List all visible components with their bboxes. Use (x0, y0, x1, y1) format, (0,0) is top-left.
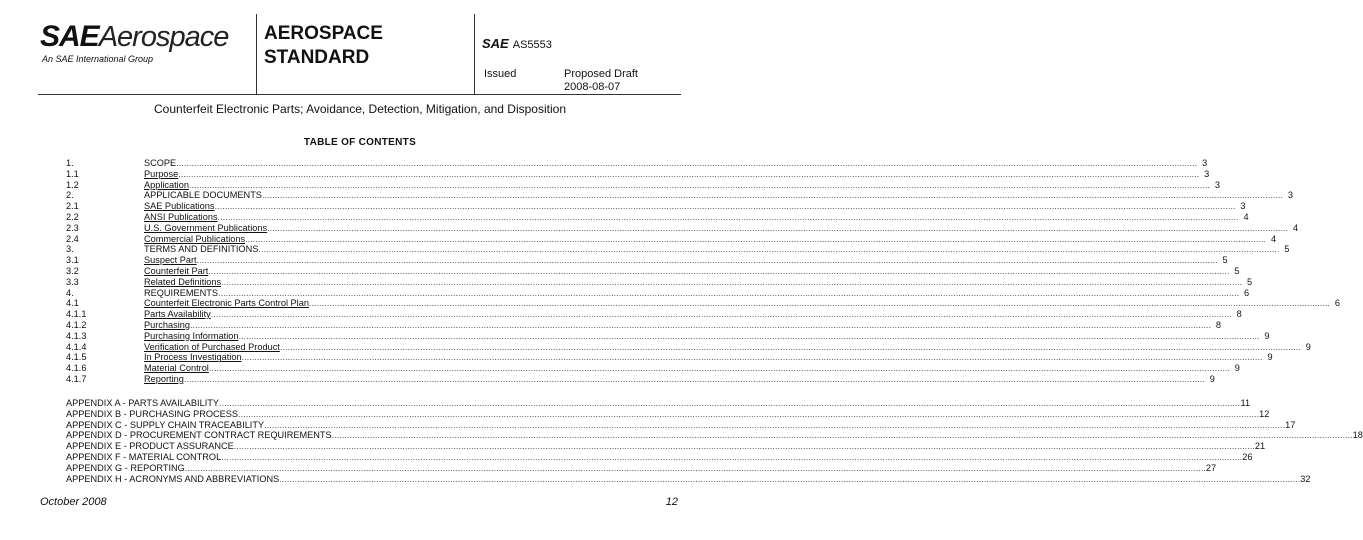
toc-entry-number: 4.1 (66, 298, 79, 309)
toc-entry[interactable] (66, 211, 1249, 223)
dot-leader: ................................................................................................................................................................................................................................................................................................................................................................................................................ (279, 473, 1301, 484)
toc-entry[interactable] (66, 373, 1215, 385)
toc-entry-label: TERMS AND DEFINITIONS (144, 244, 259, 255)
dot-leader: ................................................................................................................................................................................................................................................................................................................................................................................................................ (264, 419, 1286, 430)
toc-entry[interactable] (66, 287, 1250, 299)
toc-entry-number: 4.1.1 (66, 309, 87, 320)
toc-entry[interactable] (66, 462, 1217, 474)
toc-entry-label: APPLICABLE DOCUMENTS (144, 190, 262, 201)
toc-entry-page: 12 (1259, 408, 1270, 419)
dot-leader: ................................................................................................................................................................................................................................................................................................................................................................................................................ (261, 190, 1283, 201)
sae-aerospace-logo (40, 20, 229, 64)
toc-entry[interactable] (66, 352, 1273, 363)
logo-aerospace-text: Aerospace (98, 21, 229, 53)
toc-entry-page: 9 (1305, 341, 1311, 352)
toc-entry-page: 3 (1287, 190, 1293, 201)
status-line1: Proposed Draft (564, 68, 638, 80)
dot-leader: ................................................................................................................................................................................................................................................................................................................................................................................................................ (184, 462, 1206, 473)
toc-entry-label: APPENDIX H - ACRONYMS AND ABBREVIATIONS (66, 473, 280, 484)
toc-entry-page: 4 (1271, 233, 1277, 244)
toc-entry[interactable] (66, 398, 1251, 409)
toc-entry-label: APPENDIX E - PRODUCT ASSURANCE (66, 441, 234, 452)
appendix-list (66, 398, 1363, 484)
toc-entry-label: APPENDIX F - MATERIAL CONTROL (66, 451, 222, 462)
toc-entry-label: Counterfeit Electronic Parts Control Plan (144, 298, 309, 309)
toc-entry-label: APPENDIX D - PROCUREMENT CONTRACT REQUIREMENTS (66, 430, 332, 441)
toc-entry[interactable] (66, 265, 1240, 277)
standard-line1: AEROSPACE (264, 23, 383, 44)
toc-entry-page: 26 (1242, 451, 1253, 462)
toc-entry-page: 9 (1267, 352, 1273, 363)
toc-entry[interactable] (66, 255, 1228, 266)
toc-entry-number: 3.3 (66, 276, 79, 287)
toc-entry-number: 4. (66, 287, 74, 298)
toc-entry-page: 6 (1334, 298, 1340, 309)
toc-entry-label: In Process Investigation (144, 352, 242, 363)
toc-entry-label: Material Control (144, 363, 209, 374)
toc-entry-page: 17 (1285, 419, 1296, 430)
dot-leader: ................................................................................................................................................................................................................................................................................................................................................................................................................ (178, 168, 1200, 179)
dot-leader: ................................................................................................................................................................................................................................................................................................................................................................................................................ (217, 211, 1239, 222)
toc-entry-number: 2.2 (66, 211, 79, 222)
toc-entry-number: 3.2 (66, 265, 79, 276)
toc-entry-page: 27 (1205, 462, 1217, 473)
toc-entry[interactable] (66, 473, 1311, 485)
issued-label: Issued (484, 68, 517, 80)
doc-sae-logo: SAE (482, 36, 509, 51)
toc-entry-page: 5 (1234, 265, 1240, 276)
toc-entry-page: 8 (1236, 309, 1242, 320)
toc-entry-page: 4 (1243, 211, 1249, 222)
toc-entry[interactable] (66, 298, 1340, 309)
toc-entry[interactable] (66, 341, 1311, 353)
dot-leader: ................................................................................................................................................................................................................................................................................................................................................................................................................ (208, 363, 1230, 374)
document-number (482, 36, 552, 51)
toc-entry-label: U.S. Government Publications (144, 222, 268, 233)
toc-entry[interactable] (66, 201, 1246, 212)
toc-entry-number: 2.3 (66, 222, 79, 233)
toc-entry-number: 3.1 (66, 255, 79, 266)
toc-entry[interactable] (66, 244, 1290, 255)
doc-number-text: AS5553 (512, 39, 552, 51)
toc-entry-label: APPENDIX C - SUPPLY CHAIN TRACEABILITY (66, 419, 265, 430)
toc-entry-number: 4.1.3 (66, 330, 87, 341)
dot-leader: ................................................................................................................................................................................................................................................................................................................................................................................................................ (241, 352, 1263, 363)
toc-entry-number: 3. (66, 244, 74, 255)
dot-leader: ................................................................................................................................................................................................................................................................................................................................................................................................................ (221, 276, 1243, 287)
dot-leader: ................................................................................................................................................................................................................................................................................................................................................................................................................ (208, 265, 1230, 276)
toc-entry-label: SCOPE (144, 158, 177, 168)
dot-leader: ................................................................................................................................................................................................................................................................................................................................................................................................................ (245, 233, 1267, 244)
toc-entry-label: SAE Publications (144, 201, 215, 212)
toc-entry[interactable] (66, 190, 1293, 201)
toc-entry-label: Counterfeit Part (144, 265, 209, 276)
dot-leader: ................................................................................................................................................................................................................................................................................................................................................................................................................ (279, 341, 1301, 352)
dot-leader: ................................................................................................................................................................................................................................................................................................................................................................................................................ (188, 179, 1210, 190)
toc-entry-label: Suspect Part (144, 255, 197, 266)
toc-entry-page: 3 (1202, 158, 1208, 168)
toc-entry-page: 5 (1284, 244, 1290, 255)
toc-entry[interactable] (66, 408, 1270, 420)
toc-entry-number: 1.1 (66, 168, 79, 179)
dot-leader: ................................................................................................................................................................................................................................................................................................................................................................................................................ (258, 244, 1280, 255)
toc-entry-page: 9 (1264, 330, 1270, 341)
dot-leader: ................................................................................................................................................................................................................................................................................................................................................................................................................ (196, 255, 1218, 266)
dot-leader: ................................................................................................................................................................................................................................................................................................................................................................................................................ (218, 287, 1240, 298)
toc-entry-label: REQUIREMENTS (144, 287, 219, 298)
toc-entry-number: 4.1.2 (66, 319, 87, 330)
toc-entry-page: 32 (1300, 473, 1311, 484)
toc-entry-label: Purpose (144, 168, 179, 179)
toc-entry[interactable] (66, 451, 1253, 463)
toc-heading: TABLE OF CONTENTS (303, 137, 417, 148)
toc-entry-label: APPENDIX A - PARTS AVAILABILITY (66, 398, 220, 408)
document-status (564, 68, 638, 94)
dot-leader: ................................................................................................................................................................................................................................................................................................................................................................................................................ (238, 330, 1260, 341)
toc-entry[interactable] (66, 179, 1220, 191)
toc-entry-number: 1.2 (66, 179, 79, 190)
toc-entry-number: 4.1.6 (66, 363, 87, 374)
toc-entry-label: Commercial Publications (144, 233, 246, 244)
toc-entry[interactable] (66, 233, 1277, 245)
standard-label (264, 22, 383, 70)
document-title: Counterfeit Electronic Parts; Avoidance, Detection, Mitigation, and Disposition (154, 102, 566, 116)
toc-entry-page: 8 (1215, 319, 1222, 330)
toc-entry[interactable] (66, 441, 1266, 452)
dot-leader: ................................................................................................................................................................................................................................................................................................................................................................................................................ (210, 309, 1232, 320)
footer-date: October 2008 (40, 496, 107, 508)
toc-entry-label: ANSI Publications (144, 211, 218, 222)
header-divider (474, 14, 475, 94)
toc-entry[interactable] (66, 158, 1208, 169)
toc-entry-page: 9 (1209, 373, 1215, 384)
document-header (38, 14, 681, 95)
toc-entry-label: Related Definitions (144, 276, 222, 287)
toc-entry-label: Verification of Purchased Product (144, 341, 280, 352)
toc-entry-page: 3 (1214, 179, 1220, 190)
toc-entry[interactable] (66, 319, 1222, 331)
dot-leader: ................................................................................................................................................................................................................................................................................................................................................................................................................ (238, 408, 1260, 419)
toc-entry-number: 4.1.5 (66, 352, 87, 363)
toc-entry[interactable] (66, 363, 1240, 374)
dot-leader: ................................................................................................................................................................................................................................................................................................................................................................................................................ (176, 158, 1198, 168)
toc-entry-page: 5 (1222, 255, 1228, 266)
toc-entry-label: APPENDIX G - REPORTING (66, 462, 185, 473)
toc-entry-label: Parts Availability (144, 309, 211, 320)
toc-entry[interactable] (66, 419, 1296, 431)
toc-entry[interactable] (66, 309, 1242, 320)
toc-entry[interactable] (66, 330, 1270, 342)
toc-entry[interactable] (66, 222, 1299, 234)
toc-entry-label: APPENDIX B - PURCHASING PROCESS (66, 408, 239, 419)
toc-entry[interactable] (66, 430, 1363, 441)
toc-entry-page: 4 (1293, 222, 1299, 233)
dot-leader: ................................................................................................................................................................................................................................................................................................................................................................................................................ (308, 298, 1330, 309)
standard-line2: STANDARD (264, 47, 370, 68)
toc-entry[interactable] (66, 276, 1253, 288)
toc-entry-page: 18 (1352, 430, 1363, 441)
toc-list (66, 158, 1340, 385)
header-divider (256, 14, 257, 94)
toc-entry-number: 2. (66, 190, 74, 201)
toc-entry-label: Application (144, 179, 189, 190)
toc-entry-label: Purchasing Information (144, 330, 239, 341)
footer-page-number: 12 (665, 496, 678, 508)
dot-leader: ................................................................................................................................................................................................................................................................................................................................................................................................................ (221, 451, 1243, 462)
toc-entry-number: 1. (66, 158, 74, 168)
dot-leader: ................................................................................................................................................................................................................................................................................................................................................................................................................ (331, 430, 1353, 441)
logo-sae-text: SAE (40, 20, 99, 53)
dot-leader: ................................................................................................................................................................................................................................................................................................................................................................................................................ (189, 319, 1212, 330)
dot-leader: ................................................................................................................................................................................................................................................................................................................................................................................................................ (267, 222, 1289, 233)
toc-entry-page: 3 (1204, 168, 1210, 179)
toc-entry-page: 9 (1234, 363, 1240, 374)
toc-entry-page: 11 (1240, 398, 1251, 408)
dot-leader: ................................................................................................................................................................................................................................................................................................................................................................................................................ (183, 373, 1205, 384)
toc-entry-number: 2.1 (66, 201, 79, 212)
toc-entry-number: 2.4 (66, 233, 79, 244)
dot-leader: ................................................................................................................................................................................................................................................................................................................................................................................................................ (233, 441, 1255, 452)
dot-leader: ................................................................................................................................................................................................................................................................................................................................................................................................................ (214, 201, 1236, 212)
toc-entry-page: 3 (1240, 201, 1246, 212)
dot-leader: ................................................................................................................................................................................................................................................................................................................................................................................................................ (219, 398, 1241, 408)
logo-tagline: An SAE International Group (42, 54, 154, 64)
toc-entry-number: 4.1.7 (66, 373, 87, 384)
toc-entry[interactable] (66, 168, 1210, 180)
toc-entry-label: Purchasing (144, 319, 190, 330)
toc-entry-number: 4.1.4 (66, 341, 87, 352)
toc-entry-page: 6 (1243, 287, 1250, 298)
toc-entry-label: Reporting (144, 373, 184, 384)
toc-entry-page: 5 (1247, 276, 1253, 287)
toc-entry-page: 21 (1254, 441, 1266, 452)
status-line2: 2008-08-07 (564, 81, 621, 93)
